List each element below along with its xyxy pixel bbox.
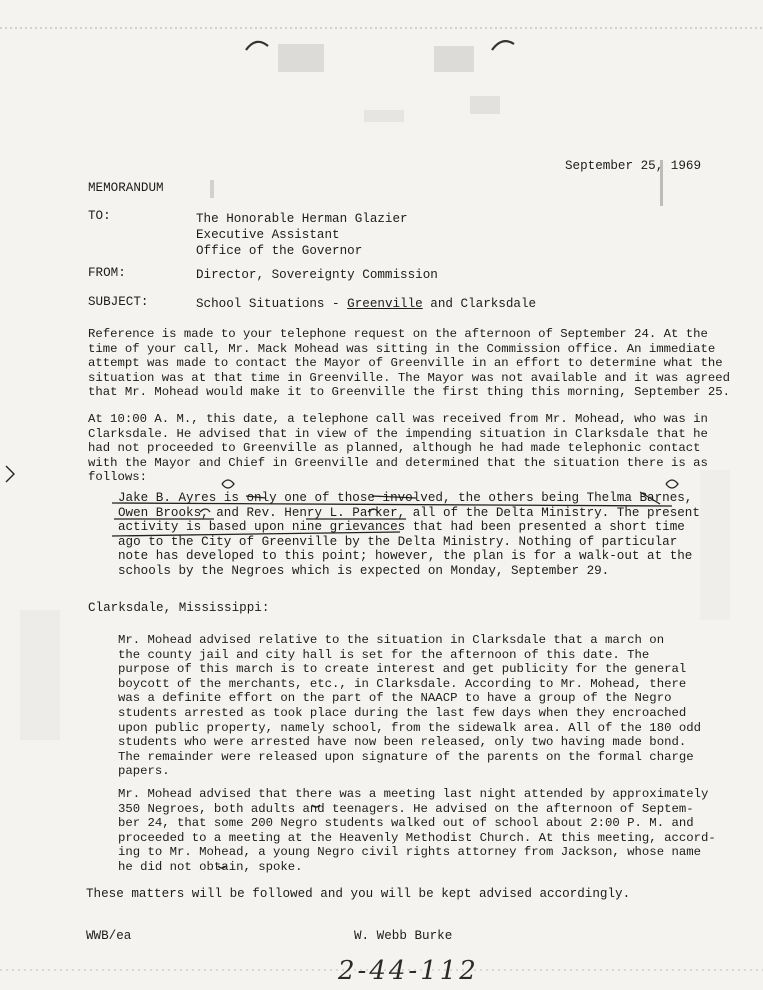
text-line: he did not obtain, spoke. [118,859,303,874]
subject-value [196,297,536,312]
subject-suffix: and Clarksdale [422,297,537,311]
text-line: boycott of the merchants, etc., in Clarksdale. According to Mr. Mohead, there [118,676,687,691]
text-line: At 10:00 A. M., this date, a telephone call was received from Mr. Mohead, who was in [88,412,708,426]
memo-heading: MEMORANDUM [88,181,164,195]
paragraph-meeting [118,787,716,875]
text-line: ago to the City of Greenville by the Delta Ministry. Nothing of particular [118,534,678,549]
text-line: 350 Negroes, both adults and teenagers. He advised on the afternoon of Septem- [118,801,694,816]
text-line: students who were arrested have now been released, only two having made bond. [118,735,687,750]
section-heading-clarksdale: Clarksdale, Mississippi: [88,601,270,615]
to-recipient [196,211,408,259]
to-label: TO: [88,209,111,223]
memo-date: September 25, 1969 [565,159,702,173]
from-label: FROM: [88,266,126,280]
text-line: was a definite effort on the part of the NAACP to have a group of the Negro [118,691,672,706]
text-line: proceeded to a meeting at the Heavenly Methodist Church. At this meeting, accord- [118,830,716,845]
text-line: ber 24, that some 200 Negro students walked out of school about 2:00 P. M. and [118,816,694,831]
subject-prefix: School Situations - [196,297,348,311]
text-line: Owen Brooks, and Rev. Henry L. Parker, all of the Delta Ministry. The present [118,505,700,520]
text-line: Jake B. Ayres is only one of those involved, the others being Thelma Barnes, [118,491,693,505]
text-line: schools by the Negroes which is expected on Monday, September 29. [118,563,610,578]
signature-name: W. Webb Burke [354,929,453,943]
text-line: follows: [88,470,148,485]
text-line: The remainder were released upon signature of the parents on the formal charge [118,749,694,764]
text-line: with the Mayor and Chief in Greenville and determined that the situation there is as [88,455,708,470]
paragraph-clarksdale-march [118,633,701,779]
text-line: students arrested as took place during the last few days when they encroached [118,705,687,720]
text-line: situation was at that time in Greenville. The Mayor was not available and it was agreed [88,370,731,385]
text-line: activity is based upon nine grievances that had been presented a short time [118,520,685,535]
text-line: time of your call, Mr. Mack Mohead was sitting in the Commission office. An immediate [88,341,716,356]
paragraph-greenville-details [118,491,700,579]
to-line: Office of the Governor [196,244,363,258]
text-line: purpose of this march is to create interest and get publicity for the general [118,662,687,677]
text-line: upon public property, namely school, from the sidewalk area. All of the 180 odd [118,720,701,735]
text-line: had not proceeded to Greenville as planned, although he had made telephonic contact [88,441,701,456]
file-number-handwritten: 2-44-112 [338,956,479,986]
closing-statement: These matters will be followed and you will be kept advised accordingly. [86,887,631,901]
text-line: Mr. Mohead advised relative to the situation in Clarksdale that a march on [118,633,665,647]
paragraph-telephone-request [88,327,730,400]
initials: WWB/ea [86,929,132,943]
to-line: The Honorable Herman Glazier [196,212,408,226]
subject-underlined: Greenville [347,297,423,311]
text-line: ing to Mr. Mohead, a young Negro civil rights attorney from Jackson, whose name [118,845,701,860]
text-line: that Mr. Mohead would make it to Greenville the first thing this morning, September 25. [88,385,731,400]
text-line: Clarksdale. He advised that in view of the impending situation in Clarksdale that he [88,426,708,441]
text-line: attempt was made to contact the Mayor of Greenville in an effort to determine what the [88,356,723,371]
to-line: Executive Assistant [196,228,340,242]
paragraph-phone-call [88,412,708,485]
from-value: Director, Sovereignty Commission [196,268,438,282]
text-line: the county jail and city hall is set for the afternoon of this date. The [118,647,650,662]
subject-label: SUBJECT: [88,295,149,309]
text-line: note has developed to this point; however, the plan is for a walk-out at the [118,549,693,564]
text-line: papers. [118,764,170,779]
text-line: Reference is made to your telephone request on the afternoon of September 24. At the [88,327,708,341]
text-line: Mr. Mohead advised that there was a meeting last night attended by approximately [118,787,709,801]
